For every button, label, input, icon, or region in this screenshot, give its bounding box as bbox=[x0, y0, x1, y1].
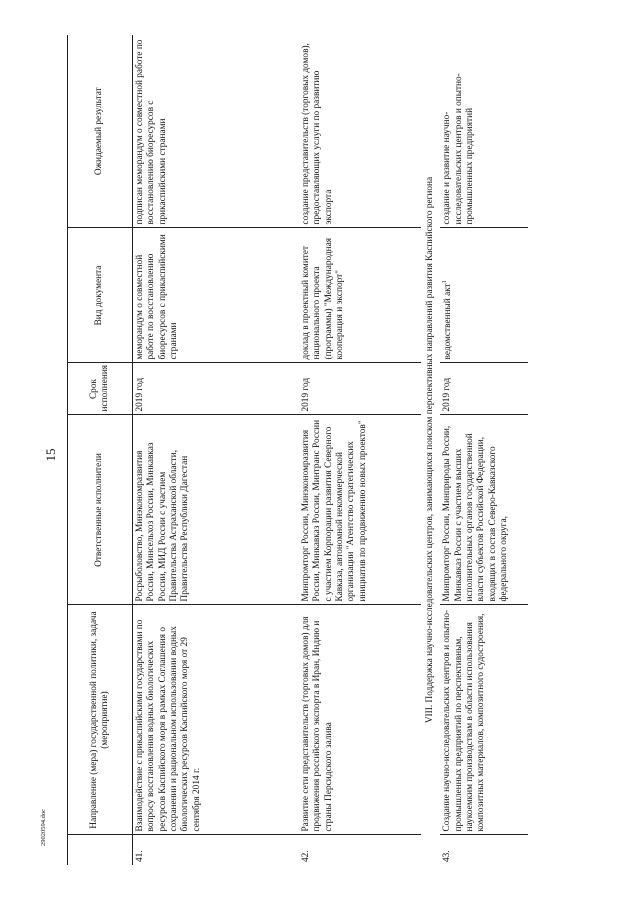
table-header-row bbox=[68, 35, 133, 865]
section-row bbox=[421, 35, 440, 865]
row-direction: Развитие сети представительств (торговых домов) для продвижения российского экспорта в Иран, Индию и страны Персидского залива bbox=[299, 605, 421, 835]
row-number: 43. bbox=[442, 850, 453, 862]
row-document-text: доклад в проектный комитет национального проекта (программы) "Международная кооперация и экспорт" bbox=[301, 238, 345, 360]
row-executors: Минпромторг России, Минприроды России, Минкавказ России с участием высших исполнительных органов государственной власти субъектов Российской Федерации, входящих в состав Северо-Кавказского федерального округа, bbox=[440, 415, 528, 605]
measures-table bbox=[67, 35, 528, 865]
header-term: Срок исполнения bbox=[68, 363, 133, 415]
header-document: Вид документа bbox=[68, 228, 133, 363]
row-document bbox=[133, 228, 300, 363]
row-document bbox=[440, 228, 528, 363]
row-document-text: меморандум о совместной работе по восстановлению биоресурсов с прикаспийскими странами bbox=[135, 234, 179, 360]
row-document bbox=[299, 228, 421, 363]
row-document-text: ведомственный акт bbox=[443, 283, 454, 360]
section-heading: VIII. Поддержка научно-исследовательских центров, занимающихся поиском перспективных направлений развития Каспийского региона bbox=[425, 176, 435, 724]
row-term: 2019 год bbox=[133, 363, 300, 415]
row-number: 41. bbox=[135, 850, 145, 862]
page-number: 15 bbox=[43, 448, 58, 462]
row-executors: Росрыболовство, Минэкономразвития России, Минсельхоз России, Минкавказ России, МИД России с участием Правительства Астраханской области, Правительства Республики Дагестан bbox=[133, 415, 300, 605]
row-direction: Создание научно-исследовательских центров и опытно-промышленных предприятий по перспективным, наукоемким производствам в области использования композитных материалов, композитного судостроения, bbox=[440, 605, 528, 835]
footnote-marker: 1 bbox=[442, 280, 449, 284]
row-direction: Взаимодействие с прикаспийскими государствами по вопросу восстановления водных биологических ресурсов Каспийского моря в рамках Соглашения о сохранении и рациональном использовании водных биологических ресурсов Каспийского моря от 29 сентября 2014 г. bbox=[133, 605, 300, 835]
table-row bbox=[133, 35, 300, 865]
row-executors: Минпромторг России, Минэкономразвития России, Минкавказ России, Минтранс России с участием Корпорации развития Северного Кавказа, автономной некоммерческой организации "Агентство стратегических инициатив по продвижению новых проектов" bbox=[299, 415, 421, 605]
header-executors: Ответственные исполнители bbox=[68, 415, 133, 605]
row-result: подписан меморандум о совместной работе по восстановлению биоресурсов с прикаспийскими странами bbox=[133, 35, 300, 228]
row-result: создание и развитие научно-исследовательских центров и опытно-промышленных предприятий bbox=[440, 35, 528, 228]
header-number bbox=[68, 835, 133, 865]
document-id: 29020594.doc bbox=[40, 808, 47, 846]
rotated-page-frame bbox=[67, 35, 509, 865]
rotated-table-area bbox=[67, 35, 509, 865]
header-direction: Направление (мера) государственной политики, задача (мероприятие) bbox=[68, 605, 133, 835]
row-term: 2019 год bbox=[440, 363, 528, 415]
row-result: создание представительств (торговых домов), предоставляющих услуги по развитию экспорта bbox=[299, 35, 421, 228]
header-result: Ожидаемый результат bbox=[68, 35, 133, 228]
table-row bbox=[299, 35, 421, 865]
table-row bbox=[440, 35, 528, 865]
row-number: 42. bbox=[301, 850, 311, 862]
row-term: 2019 год bbox=[299, 363, 421, 415]
